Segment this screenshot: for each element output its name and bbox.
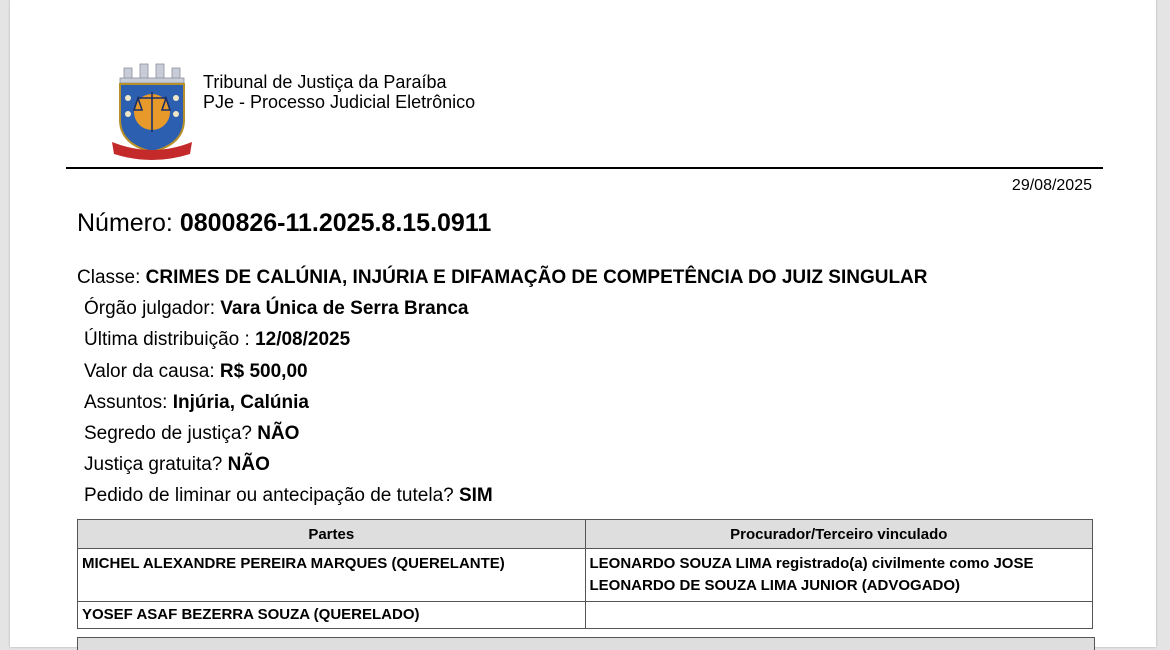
court-name: Tribunal de Justiça da Paraíba: [203, 72, 447, 92]
party-cell: MICHEL ALEXANDRE PEREIRA MARQUES (QUERELANTE): [78, 549, 586, 602]
system-name: PJe - Processo Judicial Eletrônico: [203, 92, 476, 112]
assuntos: [84, 392, 309, 414]
attorney-cell: LEONARDO SOUZA LIMA registrado(a) civilmente como JOSE LEONARDO DE SOUZA LIMA JUNIOR (ADVOGADO): [585, 549, 1093, 602]
court-coat-of-arms-logo: [106, 58, 198, 164]
header-divider: [66, 167, 1103, 169]
segredo-label: Segredo de justiça?: [84, 423, 252, 444]
valor-da-causa: [84, 361, 308, 383]
orgao-label: Órgão julgador:: [84, 298, 215, 319]
valor-label: Valor da causa:: [84, 361, 215, 382]
assuntos-label: Assuntos:: [84, 392, 168, 413]
attorney-cell: [585, 602, 1093, 629]
table-header-row: [78, 520, 1093, 549]
pedido-liminar: [84, 485, 493, 507]
valor-value: R$ 500,00: [219, 361, 308, 382]
numero-label: Número:: [77, 209, 173, 237]
distribuicao-value: 12/08/2025: [255, 329, 351, 350]
segredo-de-justica: [84, 423, 299, 445]
classe-value: CRIMES DE CALÚNIA, INJÚRIA E DIFAMAÇÃO DE COMPETÊNCIA DO JUIZ SINGULAR: [145, 267, 928, 288]
liminar-value: SIM: [458, 485, 493, 506]
gratuita-value: NÃO: [227, 454, 270, 475]
header-procurador: Procurador/Terceiro vinculado: [585, 520, 1093, 549]
classe-label: Classe:: [77, 267, 141, 288]
orgao-julgador: [84, 298, 468, 320]
gratuita-label: Justiça gratuita?: [84, 454, 223, 475]
process-class: [77, 267, 928, 289]
distribuicao-label: Última distribuição :: [84, 329, 250, 350]
numero-value: 0800826-11.2025.8.15.0911: [179, 209, 492, 237]
document-page: [10, 0, 1156, 647]
table-row: [78, 549, 1093, 602]
document-date: 29/08/2025: [1011, 177, 1092, 194]
party-cell: YOSEF ASAF BEZERRA SOUZA (QUERELADO): [78, 602, 586, 629]
parties-table: [77, 519, 1093, 629]
header-partes: Partes: [78, 520, 586, 549]
process-number: [77, 209, 491, 238]
justica-gratuita: [84, 454, 270, 476]
ultima-distribuicao: [84, 329, 350, 351]
orgao-value: Vara Única de Serra Branca: [220, 298, 469, 319]
table-row: [78, 602, 1093, 629]
segredo-value: NÃO: [257, 423, 300, 444]
liminar-label: Pedido de liminar ou antecipação de tutela?: [84, 485, 454, 506]
table-next-section-header: [77, 637, 1095, 650]
header-text-block: [203, 72, 475, 112]
assuntos-value: Injúria, Calúnia: [172, 392, 309, 413]
